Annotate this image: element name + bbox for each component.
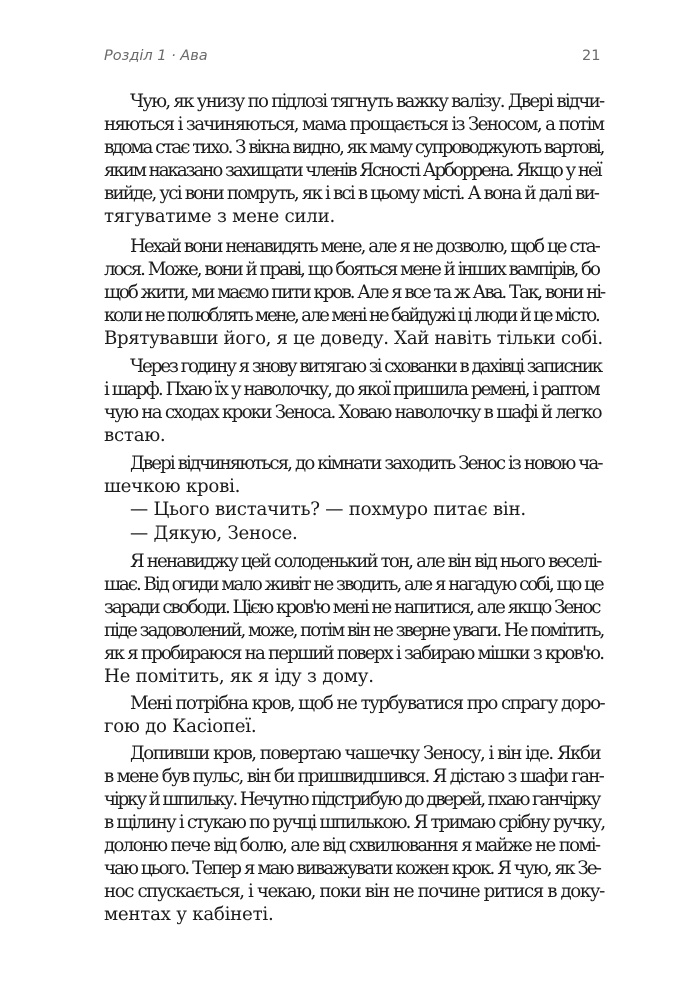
text-line: нос спускається, і чекаю, поки він не почине ритися в доку- xyxy=(104,881,604,902)
text-line: в щілину і стукаю по ручці шпилькою. Я тримаю срібну ручку, xyxy=(104,812,605,833)
text-line: чаю цього. Тепер я маю виважувати кожен крок. Я чую, як Зе- xyxy=(104,858,601,879)
text-line: долоню пече від болю, але від схвилювання я майже не помі- xyxy=(104,835,600,856)
text-line: шає. Від огиди мало живіт не зводить, але я нагадую собі, що це xyxy=(104,574,603,595)
text-line: няються і зачиняються, мама прощається із Зеносом, а потім xyxy=(104,114,604,135)
text-line: Нехай вони ненавидять мене, але я не дозволю, щоб це ста- xyxy=(130,236,599,257)
text-line: Двері відчиняються, до кімнати заходить Зенос із новою ча- xyxy=(130,453,602,474)
text-line: як я пробираюся на перший поверх і забираю мішки з кров'ю. xyxy=(104,643,604,664)
running-head: Розділ 1 · Ава xyxy=(104,48,208,64)
text-line: — Цього вистачить? — похмуро питає він. xyxy=(130,499,526,520)
text-line: піде задоволений, може, потім він не зверне уваги. Не помітить, xyxy=(104,620,604,641)
text-line: — Дякую, Зеносе. xyxy=(130,523,298,544)
text-line: в мене був пульс, він би пришвидшився. Я дістаю з шафи ган- xyxy=(104,766,604,787)
text-line: Врятувавши його, я це доведу. Хай навіть тільки собі. xyxy=(104,328,603,349)
text-line: Допивши кров, повертаю чашечку Зеносу, і він іде. Якби xyxy=(130,743,601,764)
text-line: лося. Може, вони й праві, що бояться мене й інших вампірів, бо xyxy=(104,259,599,280)
text-line: чірку й шпильку. Нечутно підстрибую до дверей, пхаю ганчірку xyxy=(104,789,600,810)
text-line: гою до Касіопеї. xyxy=(104,716,257,737)
text-line: тягуватиме з мене сили. xyxy=(104,206,336,227)
text-line: Мені потрібна кров, щоб не турбуватися про спрагу доро- xyxy=(130,693,605,714)
page-number: 21 xyxy=(582,48,601,64)
text-line: Не помітить, як я іду з дому. xyxy=(104,666,374,687)
text-line: Чую, як унизу по підлозі тягнуть важку валізу. Двері відчи- xyxy=(130,91,604,112)
text-line: чую на сходах кроки Зеноса. Ховаю наволочку в шафі й легко xyxy=(104,402,601,423)
text-line: шечкою крові. xyxy=(104,476,241,497)
text-line: вдома стає тихо. З вікна видно, як маму супроводжують вартові, xyxy=(104,137,604,158)
text-line: і шарф. Пхаю їх у наволочку, до якої пришила ремені, і раптом xyxy=(104,379,599,400)
text-line: вийде, усі вони помруть, як і всі в цьому місті. А вона й далі ви- xyxy=(104,183,599,204)
text-line: Я ненавиджу цей солоденький тон, але він від нього веселі- xyxy=(130,551,601,572)
text-line: заради свободи. Цією кров'ю мені не напитися, але якщо Зенос xyxy=(104,597,600,618)
text-line: встаю. xyxy=(104,425,166,446)
text-line: ментах у кабінеті. xyxy=(104,904,274,925)
text-line: коли не полюблять мене, але мені не байдужі ці люди й це місто. xyxy=(104,305,599,326)
text-line: яким наказано захищати членів Ясності Арборрена. Якщо у неї xyxy=(104,160,601,181)
text-line: щоб жити, ми маємо пити кров. Але я все та ж Ава. Так, вони ні- xyxy=(104,282,605,303)
text-line: Через годину я знову витягаю зі схованки в дахівці записник xyxy=(130,356,602,377)
